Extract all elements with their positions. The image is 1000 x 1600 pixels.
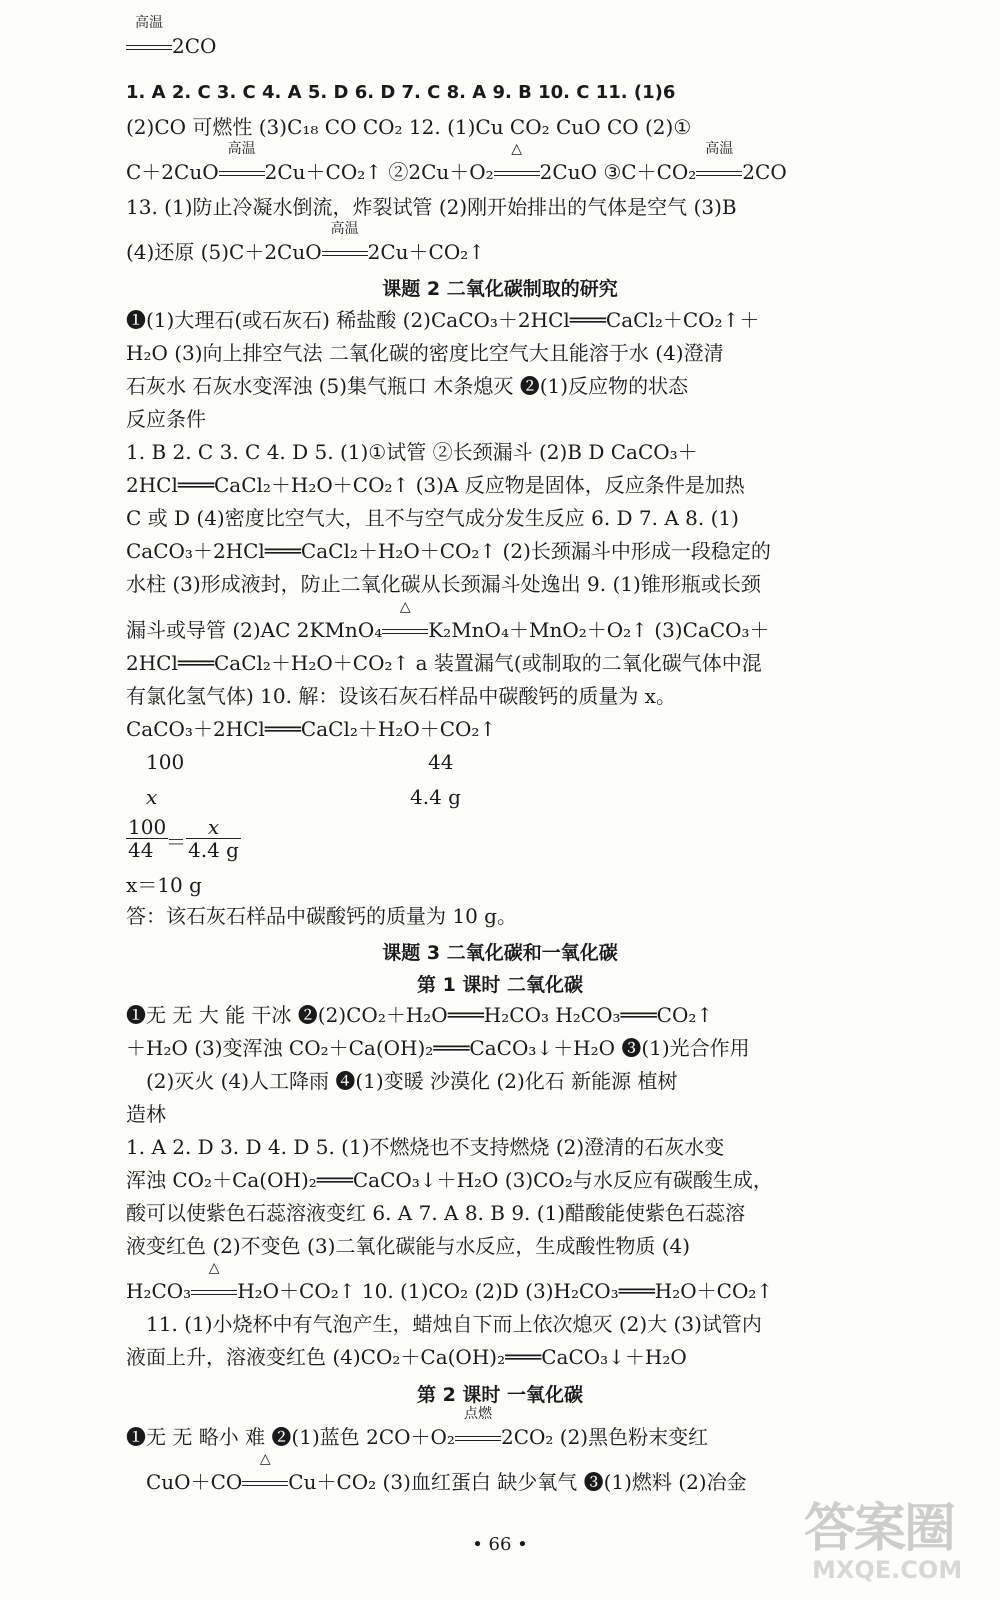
subsection-heading: 第 2 课时 一氧化碳	[416, 1384, 584, 1406]
text-line: ❶无 无 大 能 干冰 ❷(2)CO₂＋H₂O═══H₂CO₃ H₂CO₃═══CO₂↑	[126, 1003, 714, 1027]
text-line: 造林	[126, 1102, 166, 1126]
calc-value: x	[146, 785, 158, 809]
text-line: H₂O (3)向上排空气法 二氧化碳的密度比空气大且能溶于水 (4)澄清	[126, 341, 724, 365]
page-number: • 66 •	[472, 1534, 528, 1555]
text-line: 反应条件	[126, 407, 206, 431]
text-line: 11. (1)小烧杯中有气泡产生，蜡烛自下而上依次熄灭 (2)大 (3)试管内	[146, 1312, 762, 1336]
text-line: CaCO₃＋2HCl═══CaCl₂＋H₂O＋CO₂↑ (2)长颈漏斗中形成一段稳定的	[126, 539, 771, 563]
subsection-heading: 第 1 课时 二氧化碳	[416, 974, 584, 996]
text-line: 1. A 2. C 3. C 4. A 5. D 6. D 7. C 8. A 9. B 10. C 11. (1)6	[126, 82, 676, 103]
fraction: $\frac{x}{4.4 g}$	[188, 815, 239, 862]
text-line: C 或 D (4)密度比空气大，且不与空气成分发生反应 6. D 7. A 8. (1)	[126, 506, 739, 530]
fraction: $\frac{100}{44}$	[128, 815, 167, 862]
calc-value: 4.4 g	[410, 785, 461, 809]
text-line: 石灰水 石灰水变浑浊 (5)集气瓶口 木条熄灭 ❷(1)反应物的状态	[126, 374, 689, 398]
watermark-url: MXQE.COM	[812, 1556, 963, 1584]
text-line: 水柱 (3)形成液封，防止二氧化碳从长颈漏斗处逸出 9. (1)锥形瓶或长颈	[126, 572, 761, 596]
text-line: H₂CO₃ △ H₂O＋CO₂↑ 10. (1)CO₂ (2)D (3)H₂CO₃═══H₂O＋CO₂↑	[126, 1260, 774, 1303]
text-line: 2HCl═══CaCl₂＋H₂O＋CO₂↑ a 装置漏气(或制取的二氧化碳气体中混	[126, 651, 762, 675]
text-line: CaCO₃＋2HCl═══CaCl₂＋H₂O＋CO₂↑	[126, 717, 497, 741]
text-line: (2)CO 可燃性 (3)C₁₈ CO CO₂ 12. (1)Cu CO₂ CuO CO (2)①	[126, 115, 692, 139]
text-line: 液面上升，溶液变红色 (4)CO₂＋Ca(OH)₂═══CaCO₃↓＋H₂O	[126, 1345, 687, 1369]
text-line: C＋2CuO 高温 2Cu＋CO₂↑ ②2Cu＋O₂ △ 2CuO ③C＋CO₂ 高温 2CO	[126, 141, 787, 184]
text-line: 漏斗或导管 (2)AC 2KMnO₄ △ K₂MnO₄＋MnO₂＋O₂↑ (3)CaCO₃＋	[126, 599, 770, 642]
text-line: ❶(1)大理石(或石灰石) 稀盐酸 (2)CaCO₃＋2HCl═══CaCl₂＋CO₂↑＋	[126, 308, 760, 332]
calc-value: 100	[146, 750, 185, 774]
calc-value: 44	[428, 750, 454, 774]
text-line: 答：该石灰石样品中碳酸钙的质量为 10 g。	[126, 904, 517, 928]
text-line: ❶无 无 略小 难 ❷(1)蓝色 2CO＋O₂ 点燃 2CO₂ (2)黑色粉末变红	[126, 1406, 709, 1449]
text-line: 13. (1)防止冷凝水倒流，炸裂试管 (2)刚开始排出的气体是空气 (3)B	[126, 195, 737, 219]
text-line: 有氯化氢气体) 10. 解：设该石灰石样品中碳酸钙的质量为 x。	[126, 684, 676, 708]
text-line: 2HCl═══CaCl₂＋H₂O＋CO₂↑ (3)A 反应物是固体，反应条件是加热	[126, 473, 745, 497]
watermark-logo	[804, 1486, 974, 1596]
text-line: 液变红色 (2)不变色 (3)二氧化碳能与水反应，生成酸性物质 (4)	[126, 1234, 691, 1258]
text-line: (2)灭火 (4)人工降雨 ❹(1)变暖 沙漠化 (2)化石 新能源 植树	[146, 1069, 678, 1093]
text-line: 1. B 2. C 3. C 4. D 5. (1)①试管 ②长颈漏斗 (2)B D CaCO₃＋	[126, 440, 698, 464]
section-heading: 课题 2 二氧化碳制取的研究	[382, 278, 618, 300]
section-heading: 课题 3 二氧化碳和一氧化碳	[382, 942, 618, 964]
watermark-text: 答案圈	[804, 1499, 955, 1559]
text-line: 高温 2CO	[126, 34, 216, 58]
text-line: x＝10 g	[126, 873, 202, 897]
text-line: 酸可以使紫色石蕊溶液变红 6. A 7. A 8. B 9. (1)醋酸能使紫色石蕊溶	[126, 1201, 746, 1225]
reaction-condition: 高温	[126, 34, 172, 58]
equals-sign: ＝	[166, 830, 186, 854]
text-line: (4)还原 (5)C＋2CuO 高温 2Cu＋CO₂↑	[126, 221, 486, 264]
text-line: CuO＋CO △ Cu＋CO₂ (3)血红蛋白 缺少氧气 ❸(1)燃料 (2)冶金	[146, 1451, 747, 1494]
text-line: ＋H₂O (3)变浑浊 CO₂＋Ca(OH)₂═══CaCO₃↓＋H₂O ❸(1)光合作用	[126, 1036, 750, 1060]
text-line: 浑浊 CO₂＋Ca(OH)₂═══CaCO₃↓＋H₂O (3)CO₂与水反应有碳酸生成，	[126, 1168, 773, 1192]
text-line: 1. A 2. D 3. D 4. D 5. (1)不燃烧也不支持燃烧 (2)澄清的石灰水变	[126, 1135, 725, 1159]
